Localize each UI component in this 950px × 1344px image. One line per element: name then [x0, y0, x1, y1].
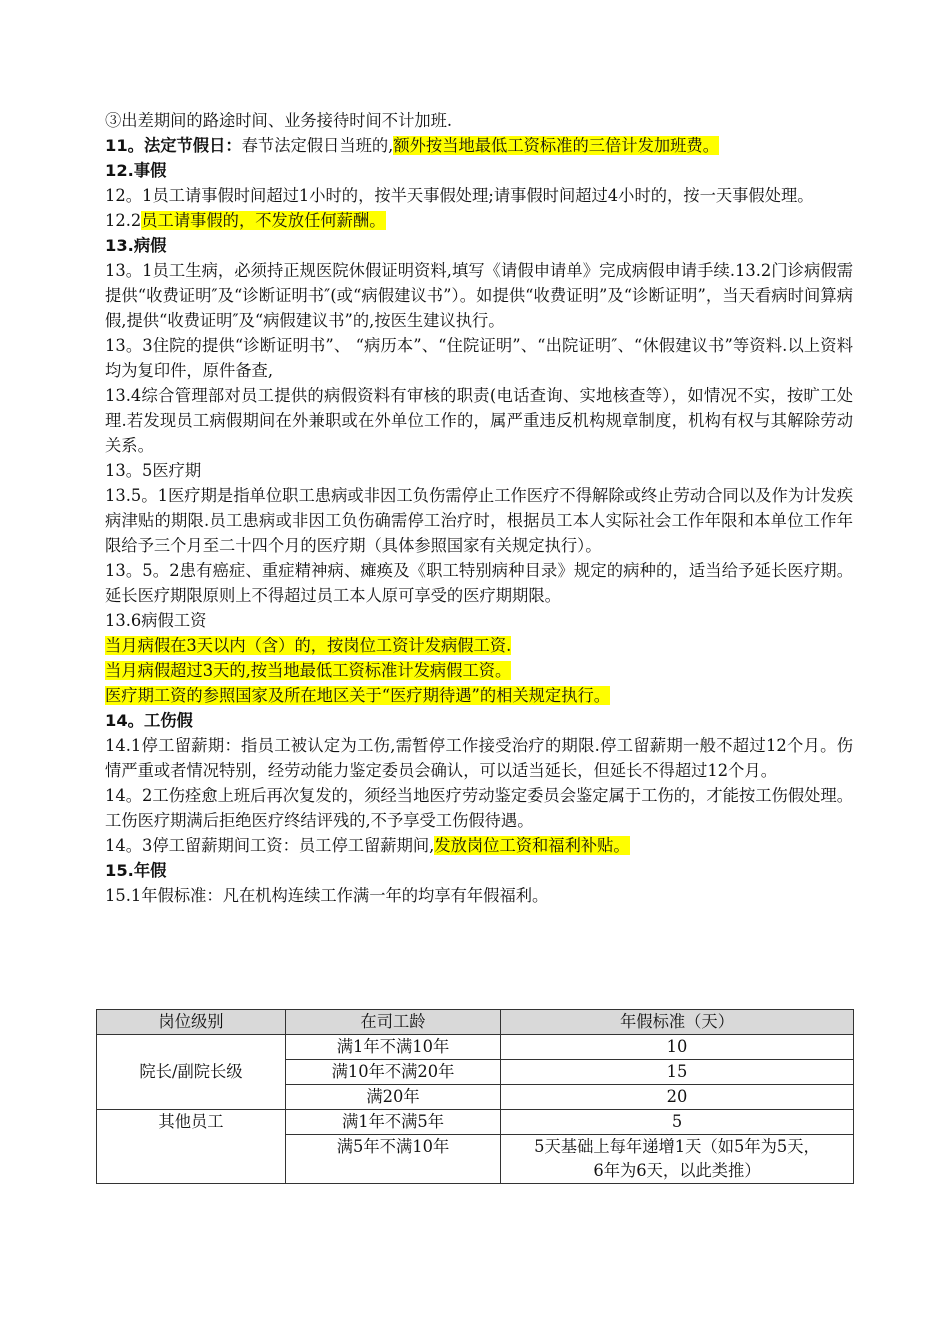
annual-leave-table — [96, 1009, 854, 1184]
header-position-level: 岗位级别 — [97, 1010, 286, 1035]
paragraph-13-5: 13。5医疗期 — [105, 461, 202, 480]
document-body — [105, 108, 853, 908]
paragraph-13-6-b — [105, 658, 853, 683]
days-cell: 5天基础上每年递增1天（如5年为5天，6年为6天，以此类推） — [501, 1135, 854, 1184]
paragraph-12-2-highlight: 员工请事假的，不发放任何薪酬。 — [141, 211, 386, 230]
paragraph-13-1: 13。1员工生病，必须持正规医院休假证明资料,填写《请假申请单》完成病假申请手续.13.2门诊病假需提供“收费证明″及“诊断证明书″(或“病假建议书”）。如提供“收费证明”及“诊断证明”，当天看病时间算病假,提供“收费证明″及“病假建议书”的,按医生建议执行。 — [105, 261, 853, 330]
days-cell: 10 — [501, 1035, 854, 1060]
header-tenure: 在司工龄 — [286, 1010, 501, 1035]
paragraph-12-1: 12。1员工请事假时间超过1小时的，按半天事假处理;请事假时间超过4小时的，按一天事假处理。 — [105, 186, 814, 205]
paragraph-12-2 — [105, 208, 853, 233]
section-11-highlight: 额外按当地最低工资标准的三倍计发加班费。 — [393, 136, 719, 155]
table-header-row — [97, 1010, 854, 1035]
highlight-13-6-c: 医疗期工资的参照国家及所在地区关于“医疗期待遇”的相关规定执行。 — [105, 686, 611, 705]
days-cell: 5 — [501, 1110, 854, 1135]
tenure-cell: 满20年 — [286, 1085, 501, 1110]
section-11-text: 春节法定假日当班的, — [241, 136, 394, 155]
paragraph-12-2-number: 12.2 — [105, 211, 142, 230]
paragraph-13-6: 13.6病假工资 — [105, 611, 207, 630]
section-12-heading: 12.事假 — [105, 161, 167, 180]
paragraph-14-1: 14.1停工留薪期：指员工被认定为工伤,需暂停工作接受治疗的期限.停工留薪期一般不超过12个月。伤情严重或者情况特别，经劳动能力鉴定委员会确认，可以适当延长，但延长不得超过12个月。 — [105, 736, 853, 780]
paragraph-13-5-1: 13.5。1医疗期是指单位职工患病或非因工负伤需停止工作医疗不得解除或终止劳动合同以及作为计发疾病津贴的期限.员工患病或非因工负伤确需停工治疗时，根据员工本人实际社会工作年限和本单位工作年限给予三个月至二十四个月的医疗期（具体参照国家有关规定执行）。 — [105, 486, 853, 555]
group-other-staff: 其他员工 — [97, 1110, 286, 1184]
tenure-cell: 满1年不满5年 — [286, 1110, 501, 1135]
table-row — [97, 1110, 854, 1135]
tenure-cell: 满1年不满10年 — [286, 1035, 501, 1060]
section-14-heading: 14。工伤假 — [105, 711, 193, 730]
tenure-cell: 满10年不满20年 — [286, 1060, 501, 1085]
paragraph-14-3 — [105, 833, 853, 858]
paragraph-13-5-2: 13。5。2患有癌症、重症精神病、瘫痪及《职工特别病种目录》规定的病种的，适当给予延长医疗期。延长医疗期限原则上不得超过员工本人原可享受的医疗期期限。 — [105, 561, 853, 605]
table-row — [97, 1035, 854, 1060]
group-director-level: 院长/副院长级 — [97, 1035, 286, 1110]
paragraph-14-3-text: 14。3停工留薪期间工资：员工停工留薪期间, — [105, 836, 435, 855]
paragraph-travel-overtime: ③出差期间的路途时间、业务接待时间不计加班. — [105, 111, 453, 130]
highlight-13-6-a: 当月病假在3天以内（含）的，按岗位工资计发病假工资. — [105, 636, 512, 655]
paragraph-13-3: 13。3住院的提供“诊断证明书”、 “病历本”、“住院证明”、“出院证明″、“休假建议书”等资料.以上资料均为复印件，原件备查, — [105, 336, 853, 380]
section-15-heading: 15.年假 — [105, 861, 167, 880]
paragraph-13-6-a — [105, 633, 853, 658]
paragraph-14-2: 14。2工伤痊愈上班后再次复发的，须经当地医疗劳动鉴定委员会鉴定属于工伤的，才能按工伤假处理。工伤医疗期满后拒绝医疗终结评残的,不予享受工伤假待遇。 — [105, 786, 853, 830]
header-leave-days: 年假标准（天） — [501, 1010, 854, 1035]
section-13-heading: 13.病假 — [105, 236, 167, 255]
paragraph-13-4: 13.4综合管理部对员工提供的病假资料有审核的职责(电话查询、实地核查等），如情况不实，按旷工处理.若发现员工病假期间在外兼职或在外单位工作的，属严重违反机构规章制度，机构有权与其解除劳动关系。 — [105, 386, 853, 455]
tenure-cell: 满5年不满10年 — [286, 1135, 501, 1184]
section-11 — [105, 133, 853, 158]
paragraph-14-3-highlight: 发放岗位工资和福利补贴。 — [434, 836, 630, 855]
days-cell: 15 — [501, 1060, 854, 1085]
paragraph-13-6-c — [105, 683, 853, 708]
days-cell: 20 — [501, 1085, 854, 1110]
section-11-heading: 11。法定节假日： — [105, 136, 242, 155]
highlight-13-6-b: 当月病假超过3天的,按当地最低工资标准计发病假工资。 — [105, 661, 512, 680]
paragraph-15-1: 15.1年假标准：凡在机构连续工作满一年的均享有年假福利。 — [105, 886, 549, 905]
